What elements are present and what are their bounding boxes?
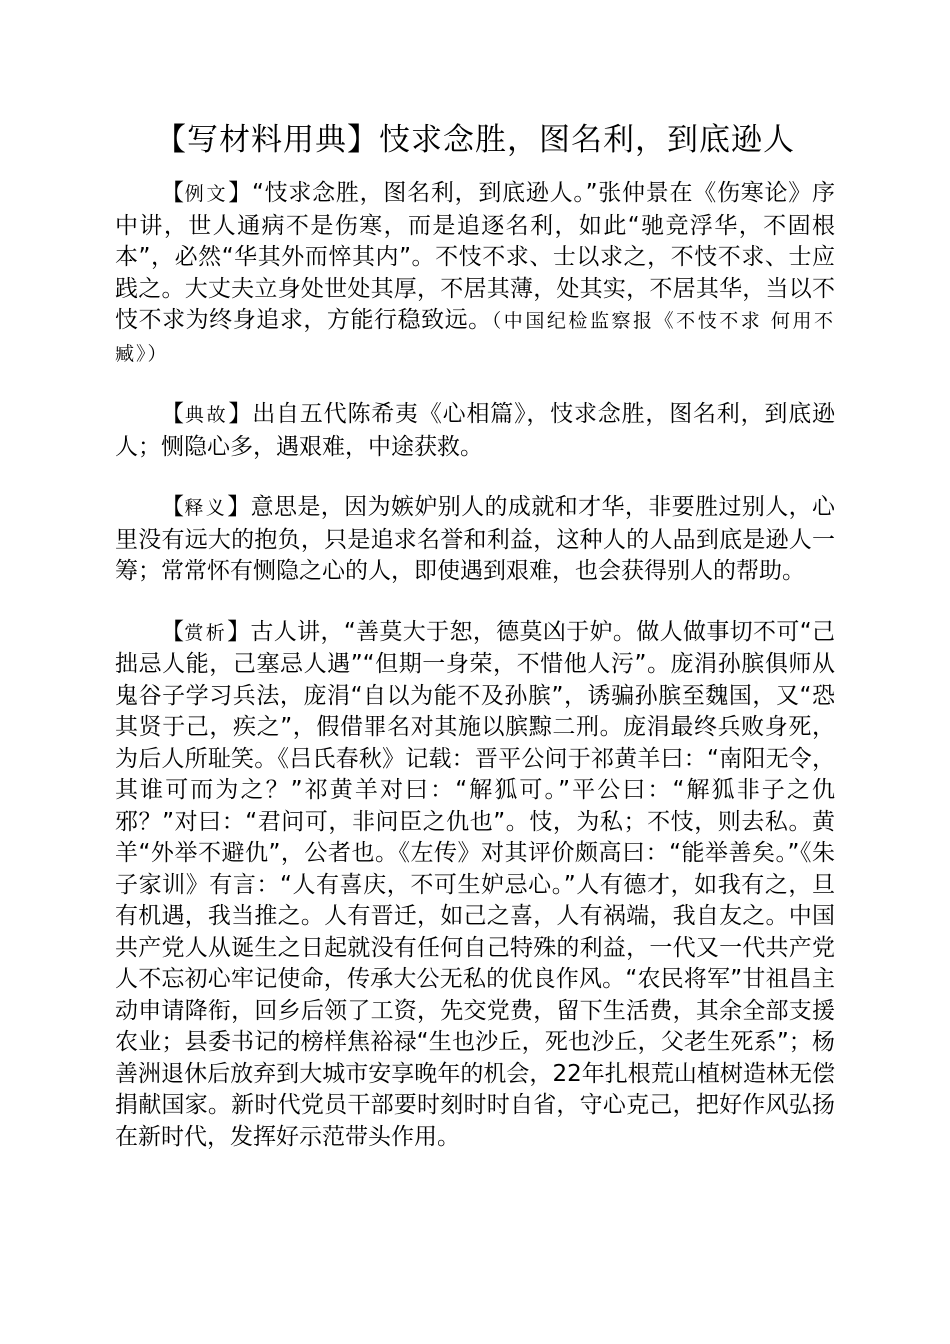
paragraph-meaning [115, 492, 835, 588]
tag-close-bracket: 】 [227, 618, 251, 645]
paragraph-allusion [115, 399, 835, 463]
source-citation: （中国纪检监察报《不忮不求 何用不臧》） [115, 310, 836, 365]
tag-close-bracket: 】 [228, 401, 253, 427]
tag-open-bracket: 【 [161, 618, 185, 645]
page-title: 【写材料用典】忮求念胜，图名利，到底逊人 [155, 122, 795, 158]
section-tag-example: 例文 [184, 183, 229, 205]
section-text-allusion: 出自五代陈希夷《心相篇》，忮求念胜，图名利，到底逊人；恻隐心多，遇艰难，中途获救。 [115, 401, 836, 460]
document-body [115, 178, 835, 1182]
paragraph-example [115, 178, 835, 370]
tag-close-bracket: 】 [228, 180, 252, 206]
section-tag-allusion: 典故 [184, 404, 229, 426]
section-text-appreciation: 古人讲，“善莫大于恕，德莫凶于妒。做人做事切不可“己拙忌人能，己塞忌人遇”“但期一身荣，不惜他人污”。庞涓孙膑俱师从鬼谷子学习兵法，庞涓“自以为能不及孙膑”，诱骗孙膑至魏国，又“恐其贤于己，疾之”，假借罪名对其施以膑黥二刑。庞涓最终兵败身死，为后人所耻笑。《吕氏春秋》记载：晋平公问于祁黄羊曰：“南阳无令，其谁可而为之？”祁黄羊对曰：“解狐可。”平公曰：“解狐非子之仇邪？”对曰：“君问可，非问臣之仇也”。忮，为私；不忮，则去私。黄羊“外举不避仇”，公者也。《左传》对其评价颇高曰：“能举善矣。”《朱子家训》有言：“人有喜庆，不可生妒忌心。”人有德才，如我有之，旦有机遇，我当推之。人有晋迁，如己之喜，人有祸端，我自友之。中国共产党人从诞生之日起就没有任何自己特殊的利益，一代又一代共产党人不忘初心牢记使命，传承大公无私的优良作风。“农民将军”甘祖昌主动申请降衔，回乡后领了工资，先交党费，留下生活费，其余全部支援农业；县委书记的榜样焦裕禄“生也沙丘，死也沙丘，父老生死系”；杨善洲退休后放弃到大城市安享晚年的机会，22年扎根荒山植树造林无偿捐献国家。新时代党员干部要时刻时时自省，守心克己，把好作风弘扬在新时代，发挥好示范带头作用。 [115, 618, 835, 1150]
paragraph-appreciation [115, 617, 835, 1154]
tag-open-bracket: 【 [161, 180, 185, 206]
tag-open-bracket: 【 [161, 401, 185, 427]
tag-close-bracket: 】 [227, 494, 251, 520]
section-tag-meaning: 释义 [184, 497, 228, 519]
section-text-example: “忮求念胜，图名利，到底逊人。”张仲景在《伤寒论》序中讲，世人通病不是伤寒，而是追逐名利，如此“驰竞浮华，不固根本”，必然“华其外而悴其内”。不忮不求、士以求之，不忮不求、士应践之。大丈夫立身处世处其厚，不居其薄，处其实，不居其华，当以不忮不求为终身追求，方能行稳致远。 [115, 180, 835, 333]
tag-open-bracket: 【 [161, 494, 185, 520]
section-text-meaning: 意思是，因为嫉妒别人的成就和才华，非要胜过别人，心里没有远大的抱负，只是追求名誉和利益，这种人的人品到底是逊人一筹；常常怀有恻隐之心的人，即使遇到艰难，也会获得别人的帮助。 [115, 494, 836, 584]
section-tag-appreciation: 赏析 [184, 621, 228, 644]
